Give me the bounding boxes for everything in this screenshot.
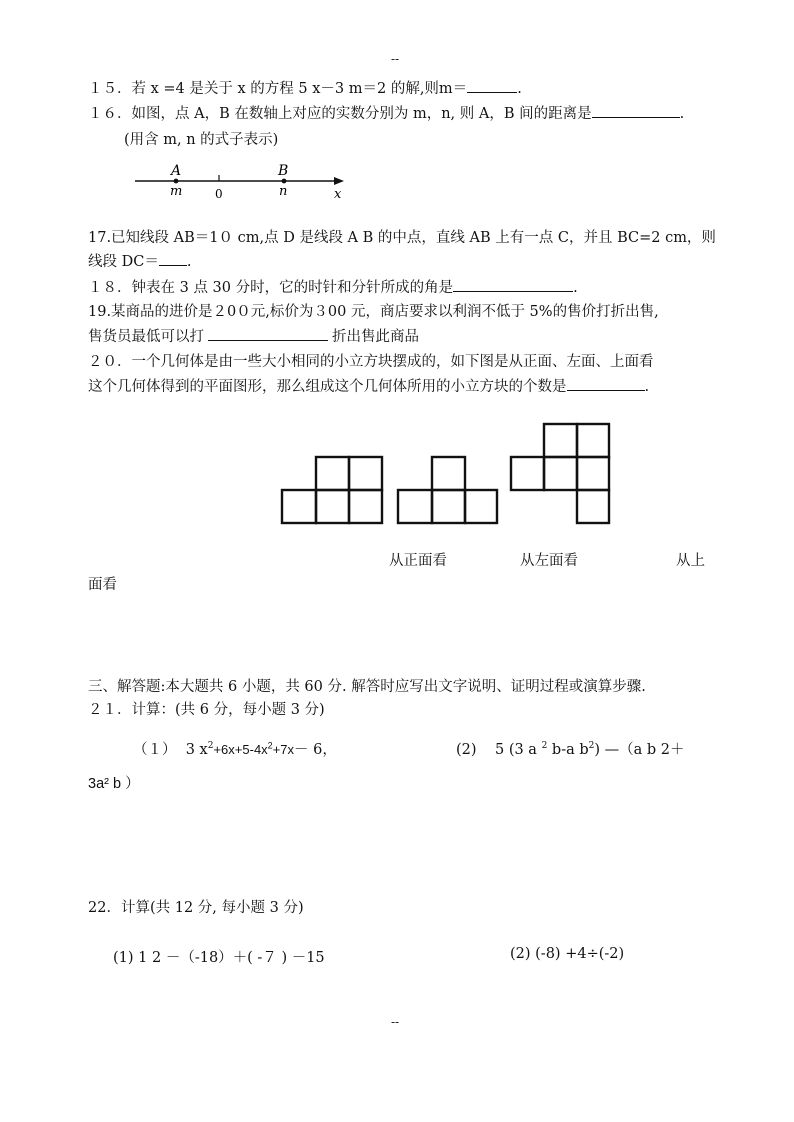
point-a bbox=[174, 179, 179, 184]
label-a: A bbox=[171, 163, 182, 179]
question-21-part2-cont: 3a² b ） bbox=[88, 776, 140, 792]
expression-2: 5 (3 a $^2$ b‐a $b^2$) —（a b 2＋ bbox=[481, 741, 685, 758]
number-line-figure bbox=[125, 158, 355, 202]
question-20-line2: 这个几何体得到的平面图形，那么组成这个几何体所用的小立方块的个数是 . bbox=[88, 375, 649, 396]
question-19-line1: 19.某商品的进价是２0０元,标价为３00 元，商店要求以利润不低于 5%的售价打折出售, bbox=[88, 304, 659, 320]
question-21-title: ２１．计算：(共 6 分，每小题 3 分) bbox=[88, 702, 325, 718]
question-17-line1: 17.已知线段 AB＝1０ cm,点 D 是线段 A B 的中点，直线 AB 上有一点 C，并且 BC=2 cm，则 bbox=[88, 230, 716, 246]
question-22-part2: (2) (-8) +4÷(-2) bbox=[510, 946, 625, 962]
left-view-label: 从左面看 bbox=[520, 553, 578, 569]
question-15: １５．若 x =4 是关于 x 的方程 5 x－3 m＝2 的解,则m＝ . bbox=[88, 77, 522, 98]
label-m: m bbox=[170, 184, 183, 199]
three-views-figure bbox=[270, 420, 620, 530]
part-label: (2) bbox=[456, 742, 477, 758]
left-view bbox=[398, 457, 497, 523]
footer-mark: -- bbox=[391, 1015, 400, 1029]
question-number: １６． bbox=[88, 106, 132, 122]
question-text: 钟表在 3 点 30 分时，它的时针和分针所成的角是 bbox=[131, 280, 454, 296]
part-label: （１） bbox=[133, 742, 177, 758]
front-view bbox=[282, 457, 382, 523]
header-mark: -- bbox=[391, 52, 400, 66]
label-n: n bbox=[279, 184, 288, 199]
question-17-line2: 线段 DC＝ . bbox=[88, 250, 191, 271]
expression-1: 3 $x^2+6x+5-4x^2+7x- 6$， bbox=[181, 740, 337, 758]
top-view-label-a: 从上 bbox=[676, 553, 705, 569]
question-text: 若 x =4 是关于 x 的方程 5 x－3 m＝2 的解,则m＝ bbox=[131, 81, 468, 97]
answer-blank[interactable] bbox=[567, 376, 645, 391]
question-20-line1: ２０．一个几何体是由一些大小相同的小立方块摆成的，如下图是从正面、左面、上面看 bbox=[88, 354, 654, 370]
point-b bbox=[282, 179, 287, 184]
label-x: x bbox=[334, 187, 342, 202]
section-3-heading: 三、解答题:本大题共 6 小题，共 60 分. 解答时应写出文字说明、证明过程或演算步骤. bbox=[88, 679, 646, 695]
label-b: B bbox=[278, 163, 289, 179]
label-zero: 0 bbox=[215, 187, 223, 201]
top-view-label-b: 面看 bbox=[88, 577, 117, 593]
answer-blank[interactable] bbox=[467, 78, 517, 93]
question-21-part1 bbox=[133, 738, 337, 759]
top-view bbox=[511, 424, 609, 523]
answer-blank[interactable] bbox=[592, 103, 680, 118]
front-view-label: 从正面看 bbox=[389, 553, 447, 569]
question-22-part1: (1) 1 2 －（-18）＋( -７ ) －15 bbox=[113, 950, 325, 966]
question-number: １５． bbox=[88, 81, 132, 97]
answer-blank[interactable] bbox=[208, 326, 328, 341]
answer-blank[interactable] bbox=[453, 277, 573, 292]
question-16-note: (用含 m, n 的式子表示) bbox=[124, 132, 279, 148]
question-text: 如图，点 A，B 在数轴上对应的实数分别为 m，n, 则 A，B 间的距离是 bbox=[131, 106, 592, 122]
question-18: １８．钟表在 3 点 30 分时，它的时针和分针所成的角是 . bbox=[88, 276, 578, 297]
question-19-line2: 售货员最低可以打 折出售此商品 bbox=[88, 325, 419, 346]
question-number: ２０． bbox=[88, 354, 132, 370]
question-number: １８． bbox=[88, 280, 132, 296]
answer-blank[interactable] bbox=[159, 251, 187, 266]
question-22-title: 22．计算(共 12 分, 每小题 3 分) bbox=[88, 900, 304, 916]
axis-arrow-icon bbox=[334, 177, 344, 185]
question-21-part2 bbox=[456, 738, 685, 759]
question-16: １６．如图，点 A，B 在数轴上对应的实数分别为 m，n, 则 A，B 间的距离是 . bbox=[88, 102, 684, 123]
